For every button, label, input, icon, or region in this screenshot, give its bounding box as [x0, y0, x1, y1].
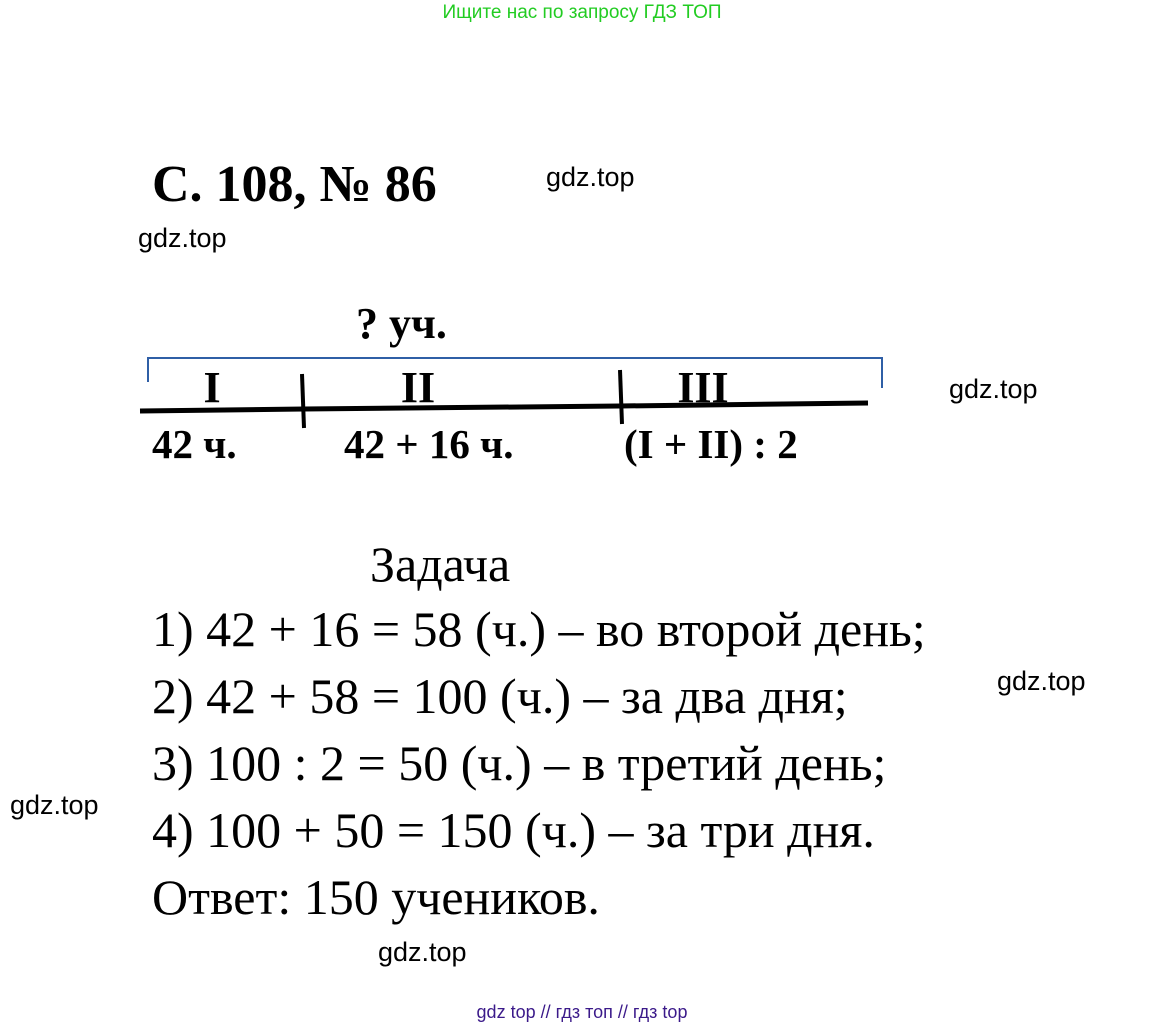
top-banner[interactable]: Ищите нас по запросу ГДЗ ТОП: [442, 2, 722, 23]
segment-value-1: 42 ч.: [152, 421, 237, 467]
watermark: gdz.top: [949, 374, 1038, 404]
segment-label-1: I: [203, 363, 221, 412]
solution-step-1: 1) 42 + 16 = 58 (ч.) – во второй день;: [152, 601, 926, 657]
segment-label-3: III: [677, 363, 729, 412]
divider-tick: [302, 374, 304, 428]
segment-value-2: 42 + 16 ч.: [344, 421, 514, 467]
watermark: gdz.top: [546, 162, 635, 192]
solution-step-3: 3) 100 : 2 = 50 (ч.) – в третий день;: [152, 735, 887, 791]
total-brace: [148, 358, 882, 388]
watermark: gdz.top: [10, 790, 99, 820]
segment-label-2: II: [400, 363, 436, 412]
watermark: gdz.top: [997, 666, 1086, 696]
page-title: С. 108, № 86: [152, 156, 437, 213]
answer-line: Ответ: 150 учеников.: [152, 869, 600, 925]
footer-links[interactable]: gdz top // гдз топ // гдз top: [476, 1002, 688, 1022]
divider-tick: [620, 370, 622, 424]
total-label: ? уч.: [356, 299, 447, 348]
solution-step-2: 2) 42 + 58 = 100 (ч.) – за два дня;: [152, 668, 848, 724]
segment-value-3: (I + II) : 2: [624, 421, 798, 467]
watermark: gdz.top: [378, 937, 467, 967]
segment-line: [140, 403, 868, 411]
solution-step-4: 4) 100 + 50 = 150 (ч.) – за три дня.: [152, 802, 875, 858]
task-heading: Задача: [370, 536, 511, 592]
watermark: gdz.top: [138, 223, 227, 253]
